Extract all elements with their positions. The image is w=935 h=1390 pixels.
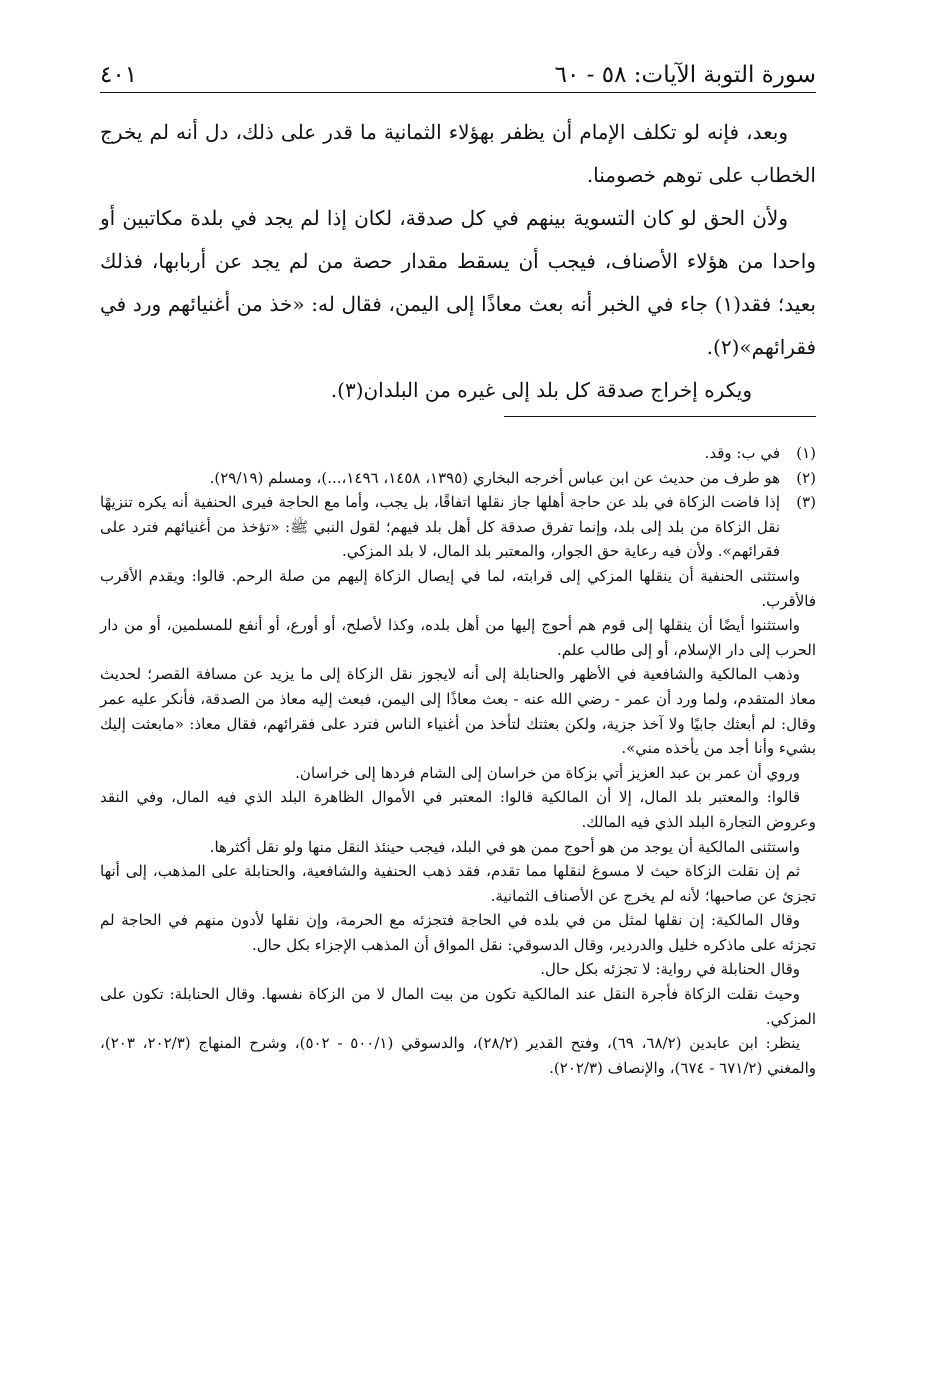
footnote-paragraph: وذهب المالكية والشافعية في الأظهر والحنابلة إلى أنه لايجوز نقل الزكاة إلى ما يزيد عن مسافة القصر؛ لحديث معاذ المتقدم، ولما ورد أن عمر - رضي الله عنه - بعث معاذًا إلى اليمن، فبعث إليه معاذ من الصدقة، فأنكر عليه عمر وقال: لم أبعثك جابيًا ولا آخذ جزية، ولكن بعثتك لتأخذ من أغنياء الناس فترد على فقرائهم، فقال معاذ: «مابعثت إليك بشيء وأنا أجد من يأخذه مني». xyxy=(100,665,816,758)
footnote-paragraph: وحيث نقلت الزكاة فأجرة النقل عند المالكية تكون من بيت المال لا من الزكاة نفسها. وقال الحنابلة: تكون على المزكي. xyxy=(100,985,816,1028)
footnote-paragraph: وروي أن عمر بن عبد العزيز أتي بزكاة من خراسان إلى الشام فردها إلى خراسان. xyxy=(295,763,800,782)
footnote-text: هو طرف من حديث عن ابن عباس أخرجه البخاري (١٣٩٥، ١٤٥٨، ١٤٩٦،...)، ومسلم (٢٩/١٩). xyxy=(209,468,780,487)
footnote-number: (٣) xyxy=(796,493,816,512)
footnote-paragraph: ثم إن نقلت الزكاة حيث لا مسوغ لنقلها مما تقدم، فقد ذهب الحنفية والشافعية، والحنابلة على المذهب، إلى أنها تجزئ عن صاحبها؛ لأنه لم يخرج عن الأصناف الثمانية. xyxy=(100,862,816,905)
main-paragraph: وبعد، فإنه لو تكلف الإمام أن يظفر بهؤلاء الثمانية ما قدر على ذلك، دل أنه لم يخرج الخطاب على توهم خصومنا. xyxy=(100,120,816,187)
footnotes xyxy=(100,441,816,1080)
footnote-paragraph: واستثنوا أيضًا أن ينقلها إلى قوم هم أحوج إليها من أهل بلده، وكذا لأصلح، أو أورع، أو أنفع للمسلمين، أو من دار الحرب إلى دار الإسلام، أو إلى طالب علم. xyxy=(100,616,816,659)
footnote-paragraph: واستثنى المالكية أن يوجد من هو أحوج ممن هو في البلد، فيجب حينئذ النقل منها ولو نقل أكثرها. xyxy=(209,837,800,856)
footnote-3-continuation xyxy=(100,564,816,1080)
main-paragraph: ويكره إخراج صدقة كل بلد إلى غيره من البلدان(٣). xyxy=(330,378,752,402)
footnote-separator xyxy=(504,416,816,417)
main-text xyxy=(100,111,816,412)
page-header xyxy=(100,50,816,93)
footnote-paragraph: ينظر: ابن عابدين (٦٨/٢، ٦٩)، وفتح القدير (٢٨/٢)، والدسوقي (٥٠٠/١ - ٥٠٢)، وشرح المنهاج (٢٠٢/٣، ٢٠٣)، والمغني (٦٧١/٢ - ٦٧٤)، والإنصاف (٢٠٢/٣). xyxy=(100,1034,816,1077)
footnote-paragraph: إذا فاضت الزكاة في بلد عن حاجة أهلها جاز نقلها اتفاقًا، بل يجب، وأما مع الحاجة فيرى الحنفية أنه يكره تنزيهًا نقل الزكاة من بلد إلى بلد، وإنما تفرق صدقة كل أهل بلد فيهم؛ لقول النبي ﷺ: «تؤخذ من أغنيائهم فترد على فقرائهم». ولأن فيه رعاية حق الجوار، والمعتبر بلد المال، لا بلد المزكي. xyxy=(100,493,780,561)
footnote-number: (١) xyxy=(796,444,816,462)
main-paragraph: ولأن الحق لو كان التسوية بينهم في كل صدقة، لكان إذا لم يجد في بلدة مكاتبين أو واحدا من هؤلاء الأصناف، فيجب أن يسقط مقدار حصة من لم يجد عن أربابها، فذلك بعيد؛ فقد(١) جاء في الخبر أنه بعث معاذًا إلى اليمن، فقال له: «خذ من أغنيائهم ورد في فقرائهم»(٢). xyxy=(100,206,816,359)
footnote-2 xyxy=(100,466,816,491)
footnote-paragraph: واستثنى الحنفية أن ينقلها المزكي إلى قرابته، لما في إيصال الزكاة إليهم من صلة الرحم. قالوا: ويقدم الأقرب فالأقرب. xyxy=(100,566,816,610)
footnote-3 xyxy=(100,490,816,564)
footnote-paragraph: وقال الحنابلة في رواية: لا تجزئه بكل حال. xyxy=(540,960,800,979)
book-page xyxy=(100,50,816,1080)
running-title: سورة التوبة الآيات: ٥٨ - ٦٠ xyxy=(554,62,816,88)
footnote-paragraph: وقال المالكية: إن نقلها لمثل من في بلده في الحاجة فتجزئه مع الحرمة، وإن نقلها لأدون منهم في الحاجة لم تجزئه على ماذكره خليل والدردير، وقال الدسوقي: نقل المواق أن المذهب الإجزاء بكل حال. xyxy=(100,911,816,954)
footnote-1 xyxy=(100,441,816,466)
footnote-paragraph: قالوا: والمعتبر بلد المال، إلا أن المالكية قالوا: المعتبر في الأموال الظاهرة البلد الذي فيه المال، وفي النقد وعروض التجارة البلد الذي فيه المالك. xyxy=(100,788,816,831)
footnote-number: (٢) xyxy=(796,468,816,487)
page-number: ٤٠١ xyxy=(100,62,138,88)
footnote-text: في ب: وقد. xyxy=(704,444,780,462)
